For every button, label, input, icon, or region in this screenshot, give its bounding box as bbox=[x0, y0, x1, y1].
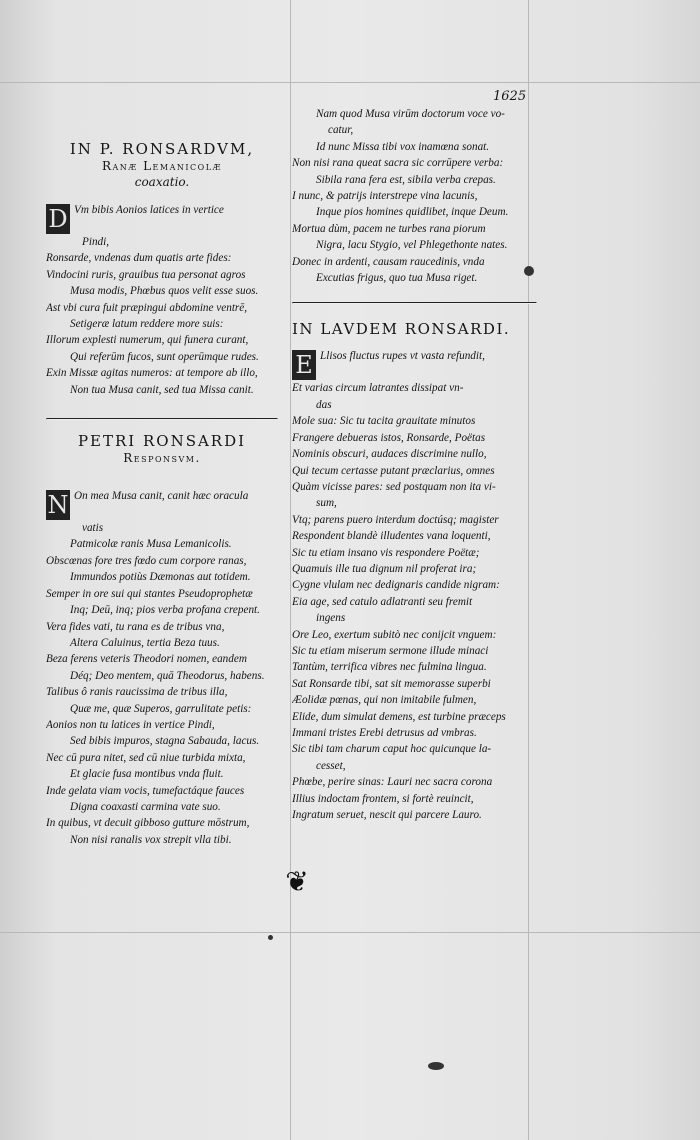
verse-line: Digna coaxasti carmina vate suo. bbox=[70, 800, 221, 813]
verse-line: Quamuis ille tua dignum nil proferat ira; bbox=[292, 562, 477, 575]
verse-line: Frangere debueras istos, Ronsarde, Poëtas bbox=[292, 431, 486, 444]
fold-line-top bbox=[0, 82, 700, 83]
poem1-subtitle2: coaxatio. bbox=[134, 175, 190, 189]
verse-line: sum, bbox=[316, 497, 337, 510]
verse-line: Excutias frigus, quo tua Musa riget. bbox=[316, 272, 478, 285]
verse-line: Id nunc Missa tibi vox inamœna sonat. bbox=[316, 140, 490, 153]
poem3-verses bbox=[292, 348, 537, 823]
verse-line: Respondent blandè illudentes vana loquenti, bbox=[292, 530, 491, 543]
verse-line: ingens bbox=[316, 612, 346, 625]
right-column bbox=[292, 100, 537, 823]
verse-line: Inque pios homines quidlibet, inque Deum. bbox=[316, 206, 509, 219]
verse-line: Obscœnas fore tres fœdo cum corpore ranas, bbox=[46, 554, 247, 567]
poem1-subtitle: Ranæ Lemanicolæ bbox=[101, 159, 223, 173]
verse-line: Ore Leo, exertum subitò nec conijcit vnguem: bbox=[292, 628, 497, 641]
verse-line: D Vm bibis Aonios latices in vertice bbox=[46, 202, 278, 234]
ink-spot bbox=[268, 935, 273, 940]
verse-line: Nominis obscuri, audaces discrimine nullo, bbox=[292, 448, 487, 461]
fold-line-bottom bbox=[0, 932, 700, 933]
verse-line: Sic tu etiam miserum sermone illude minaci bbox=[292, 644, 489, 657]
verse-line: Immani tristes Erebi detrusus ad vmbras. bbox=[292, 727, 477, 739]
verse-line: Ingratum seruet, nescit qui parcere Lauro. bbox=[292, 809, 482, 822]
poem3-title: IN LAVDEM RONSARDI. bbox=[292, 320, 511, 339]
verse-line: cesset, bbox=[316, 759, 346, 772]
verse-line: Mole sua: Sic tu tacita grauitate minutos bbox=[292, 415, 476, 428]
poem2-title: PETRI RONSARDI bbox=[77, 432, 247, 451]
verse-line: Sat Ronsarde tibi, sat sit memorasse superbi bbox=[292, 677, 491, 690]
ink-spot bbox=[428, 1062, 444, 1070]
verse-line: Et varias circum latrantes dissipat vn- bbox=[292, 382, 464, 395]
verse-line: Setigeræ latum reddere more suis: bbox=[70, 318, 224, 331]
verse-line: Quàm vicisse pares: sed postquam non ita vi- bbox=[292, 480, 496, 493]
verse-line: Inde gelata viam vocis, tumefactáque fauces bbox=[46, 784, 245, 797]
dropcap-initial: N bbox=[47, 491, 69, 520]
verse-line: Talibus ô ranis raucissima de tribus illa, bbox=[46, 686, 228, 699]
verse-line: Qui referūm fucos, sunt operūmque rudes. bbox=[70, 350, 259, 363]
poem2-verses bbox=[46, 488, 278, 848]
verse-line: vatis bbox=[82, 522, 104, 535]
verse-line: Aonios non tu latices in vertice Pindi, bbox=[46, 718, 215, 731]
dropcap-initial: E bbox=[292, 350, 316, 380]
verse-line: Sibila rana fera est, sibila verba crepas. bbox=[316, 173, 496, 186]
verse-line: Semper in ore sui qui stantes Pseudoprophetæ bbox=[46, 587, 253, 600]
verse-line: Nam quod Musa virūm doctorum voce vo- bbox=[316, 108, 505, 120]
verse-line: Vtq; parens puero interdum doctúsq; magister bbox=[292, 513, 499, 526]
verse-line: das bbox=[316, 398, 332, 411]
verse-line: Eia age, sed catulo adlatranti seu fremit bbox=[292, 595, 473, 608]
left-column bbox=[46, 100, 278, 848]
verse-line: Et glacie fusa montibus vnda fluit. bbox=[70, 768, 224, 781]
verse-line: N On mea Musa canit, canit hæc oracula bbox=[47, 490, 249, 520]
verse-line: Nigra, lacu Stygio, vel Phlegethonte nates. bbox=[316, 239, 508, 252]
verse-line: In quibus, vt decuit gibboso gutture mōstrum, bbox=[46, 817, 250, 830]
verse-line: Immundos potiùs Dæmonas aut totidem. bbox=[70, 571, 251, 584]
verse-line: Non nisi rana queat sacra sic corrūpere verba: bbox=[292, 157, 504, 170]
fold-line-vertical bbox=[290, 0, 291, 1140]
verse-line: Déq; Deo mentem, quā Theodorus, habens. bbox=[70, 669, 265, 682]
verse-line: Nec cū pura nitet, sed cū niue turbida mixta, bbox=[46, 751, 246, 764]
verse-line: Pindi, bbox=[82, 236, 110, 248]
poem1-title: IN P. RONSARDVM, bbox=[69, 140, 255, 158]
poem2-subtitle: Responsvm. bbox=[123, 451, 201, 466]
verse-line: Non nisi ranalis vox strepit vlla tibi. bbox=[70, 833, 232, 846]
verse-line: catur, bbox=[328, 124, 354, 137]
verse-line: I nunc, & patrijs interstrepe vina lacunis, bbox=[292, 190, 478, 203]
verse-line: Vindocini ruris, grauibus tua personat agros bbox=[46, 268, 246, 281]
verse-line: Inq; Deū, inq; pios verba profana crepent. bbox=[70, 604, 260, 617]
verse-line: Sic tu etiam insano vis respondere Poëtæ; bbox=[292, 546, 480, 559]
verse-line: Non tua Musa canit, sed tua Missa canit. bbox=[70, 383, 254, 396]
verse-line: Donec in ardenti, causam raucedinis, vnda bbox=[292, 255, 485, 268]
verse-line: Illorum explesti numerum, qui funera curant, bbox=[46, 334, 249, 347]
verse-line: Vera fides vati, tu rana es de tribus vna, bbox=[46, 620, 225, 633]
verse-line: Exin Missæ agitas numeros: at tempore ab illo, bbox=[46, 367, 258, 380]
verse-line: Sic tibi tam charum caput hoc quicunque la- bbox=[292, 743, 492, 756]
verse-line: Sed bibis impuros, stagna Sabauda, lacus. bbox=[70, 735, 260, 748]
verse-line: Ronsarde, vndenas dum quatis arte fides: bbox=[46, 252, 232, 265]
verse-line: Tantùm, terrifica vibres nec fulmina lingua. bbox=[292, 661, 487, 674]
verse-line: Phœbe, perire sinas: Lauri nec sacra corona bbox=[292, 776, 493, 789]
page-number: 1625 bbox=[493, 89, 527, 104]
verse-line: Ast vbi cura fuit præpingui abdomine ventrē, bbox=[46, 301, 248, 314]
verse-line: E Llisos fluctus rupes vt vasta refundit, bbox=[292, 348, 537, 380]
verse-line: Beza ferens veteris Theodori nomen, eandem bbox=[46, 653, 247, 666]
verse-line: Musa modis, Phœbus quos velit esse suos. bbox=[70, 285, 259, 298]
verse-line: Elide, dum simulat demens, est turbine præceps bbox=[292, 710, 506, 723]
verse-line: Quæ me, quæ Superos, garrulitate petis: bbox=[70, 702, 252, 715]
verse-line: Cygne vlulam nec dedignaris candide nigram: bbox=[292, 579, 500, 592]
ink-spot bbox=[524, 266, 534, 276]
fleuron-ornament-icon: ❦ bbox=[285, 865, 309, 898]
dropcap-initial: D bbox=[46, 204, 70, 234]
continuation-verses bbox=[292, 106, 537, 286]
verse-line: Altera Caluinus, tertia Beza tuus. bbox=[70, 636, 220, 649]
verse-line: Æolidæ pœnas, qui non imitabile fulmen, bbox=[292, 694, 477, 707]
poem1-verses bbox=[46, 202, 278, 398]
verse-line: Patmicolæ ranis Musa Lemanicolis. bbox=[70, 538, 232, 551]
verse-line: Mortua dùm, pacem ne turbes rana piorum bbox=[292, 222, 486, 235]
verse-line: Illius indoctam frontem, si fortè reuincit, bbox=[292, 792, 474, 805]
verse-line: Qui tecum certasse putant præclarius, omnes bbox=[292, 464, 495, 477]
